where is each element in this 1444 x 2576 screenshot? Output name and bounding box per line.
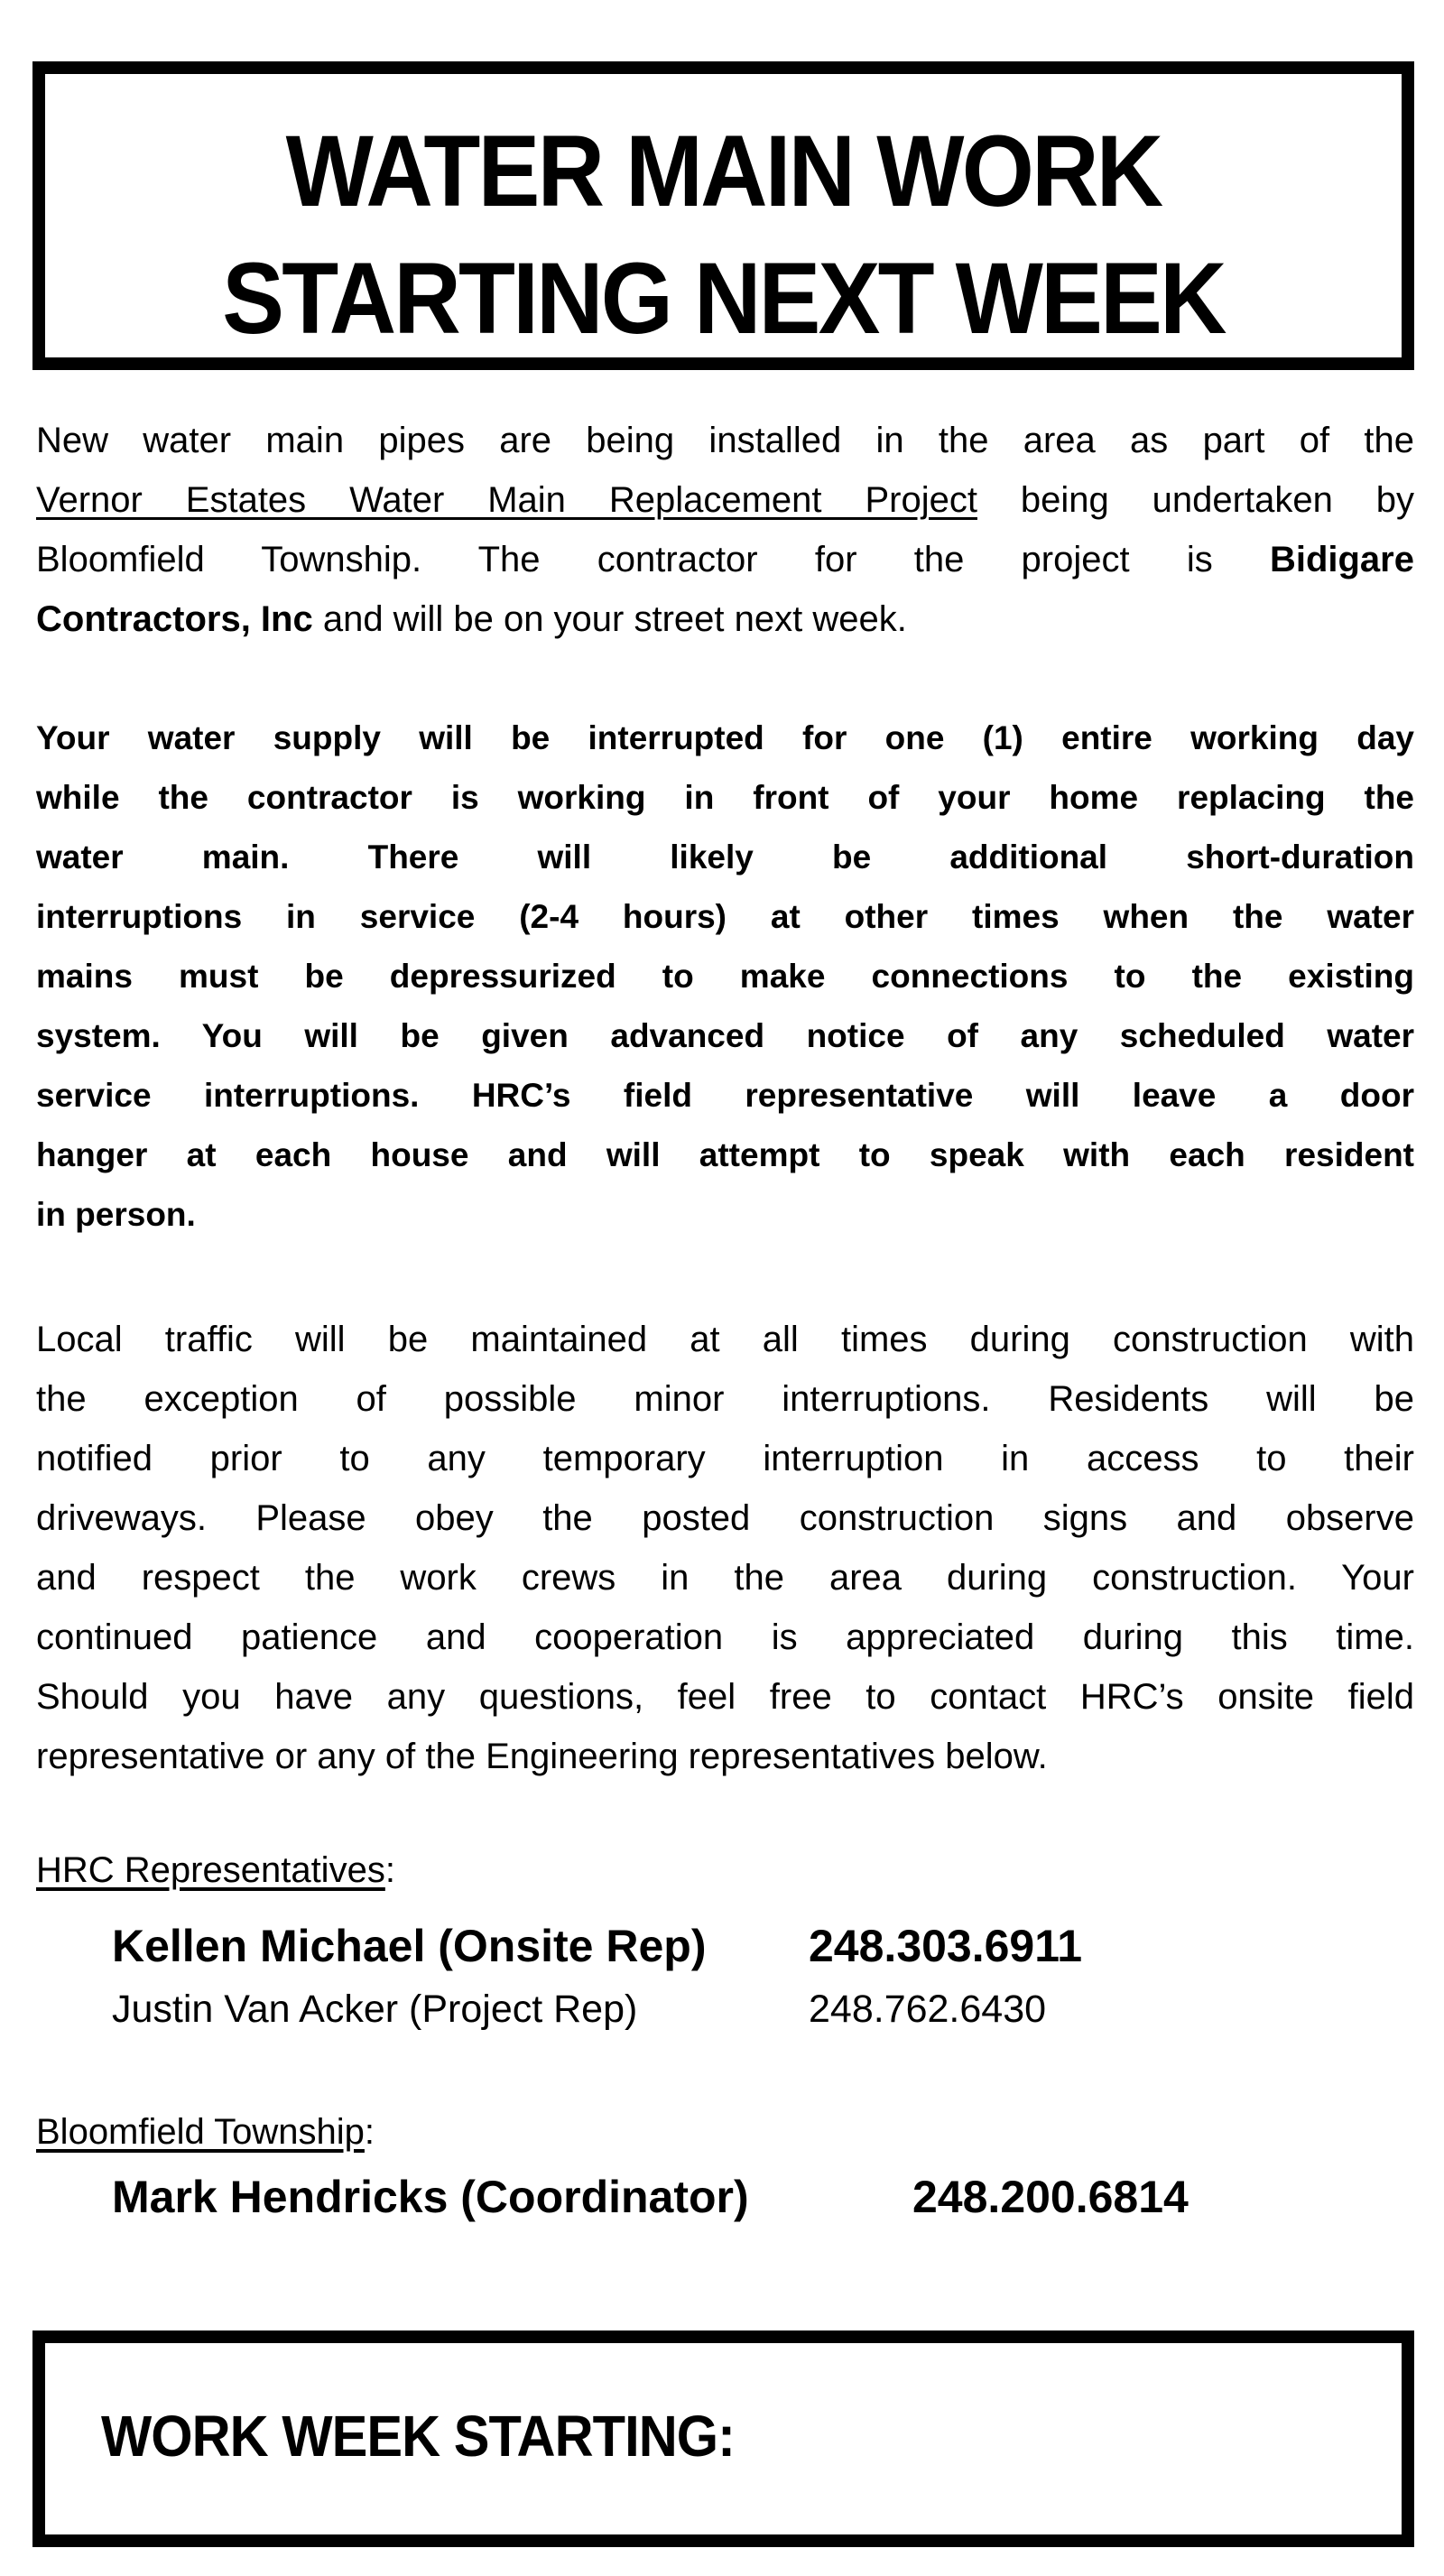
water-interruption-paragraph: [36, 709, 1414, 1245]
contact-name-mark: Mark Hendricks (Coordinator): [112, 2172, 749, 2222]
text-segment: notified prior to any temporary interruption in access to their: [36, 1439, 1414, 1478]
contact-name-kellen: Kellen Michael (Onsite Rep): [112, 1921, 707, 1971]
hrc-heading-colon: :: [384, 1850, 395, 1890]
contact-phone-mark: 248.200.6814: [912, 2172, 1189, 2222]
text-segment: system. You will be given advanced notice of any scheduled water: [36, 1017, 1414, 1054]
text-line: [36, 1185, 1414, 1245]
text-line: [36, 1429, 1414, 1488]
text-line: [36, 709, 1414, 768]
text-segment: Local traffic will be maintained at all times during construction with: [36, 1320, 1414, 1359]
title-box: [32, 61, 1414, 370]
text-line: [36, 947, 1414, 1006]
text-segment: continued patience and cooperation is appreciated during this time.: [36, 1617, 1414, 1657]
title-line-1: WATER MAIN WORK: [285, 115, 1162, 227]
text-line: [36, 1727, 1414, 1786]
township-heading-colon: :: [364, 2112, 375, 2152]
contractor-name-text: Bidigare: [1269, 540, 1414, 579]
text-line: [36, 1548, 1414, 1608]
work-week-box: [32, 2330, 1414, 2547]
text-line: [36, 1667, 1414, 1727]
text-line: [36, 1608, 1414, 1667]
contact-phone-justin: 248.762.6430: [809, 1988, 1047, 2031]
traffic-paragraph: [36, 1310, 1414, 1786]
text-segment: water main. There will likely be additional short-duration: [36, 839, 1414, 876]
text-segment: representative or any of the Engineering representatives below.: [36, 1737, 1048, 1776]
text-line: [36, 530, 1414, 589]
contact-name-justin: Justin Van Acker (Project Rep): [112, 1988, 638, 2031]
township-heading-text: Bloomfield Township: [36, 2112, 365, 2152]
text-line: [36, 1126, 1414, 1185]
text-line: [36, 887, 1414, 947]
text-segment: Your water supply will be interrupted for one (1) entire working day: [36, 719, 1414, 756]
contact-phone-kellen: 248.303.6911: [809, 1921, 1083, 1971]
text-segment: hanger at each house and will attempt to speak with each resident: [36, 1136, 1414, 1173]
text-segment: Bloomfield Township. The contractor for the project is: [36, 540, 1270, 579]
text-segment: New water main pipes are being installed in the area as part of the: [36, 421, 1414, 460]
text-segment: mains must be depressurized to make connections to the existing: [36, 958, 1414, 995]
text-segment: service interruptions. HRC’s field representative will leave a door: [36, 1077, 1414, 1114]
text-segment: Should you have any questions, feel free to contact HRC’s onsite field: [36, 1677, 1414, 1717]
text-segment: while the contractor is working in front of your home replacing the: [36, 779, 1414, 816]
text-segment: interruptions in service (2-4 hours) at other times when the water: [36, 898, 1414, 935]
intro-paragraph: [36, 411, 1414, 649]
text-segment: being undertaken by: [977, 480, 1414, 520]
text-line: [36, 768, 1414, 828]
title-line-2: STARTING NEXT WEEK: [222, 242, 1225, 355]
text-line: [36, 589, 1414, 649]
text-segment: driveways. Please obey the posted construction signs and observe: [36, 1498, 1414, 1538]
text-segment: and will be on your street next week.: [312, 599, 907, 639]
hrc-heading: [36, 1850, 395, 1891]
text-segment: the exception of possible minor interruptions. Residents will be: [36, 1379, 1414, 1419]
text-line: [36, 411, 1414, 470]
work-week-label: WORK WEEK STARTING:: [101, 2404, 736, 2469]
text-line: [36, 1310, 1414, 1369]
text-line: [36, 1066, 1414, 1126]
text-line: [36, 1488, 1414, 1548]
hrc-heading-text: HRC Representatives: [36, 1850, 385, 1890]
text-line: [36, 1369, 1414, 1429]
township-heading: [36, 2112, 375, 2153]
text-segment: and respect the work crews in the area during construction. Your: [36, 1558, 1414, 1598]
text-segment: in person.: [36, 1196, 196, 1233]
text-line: [36, 828, 1414, 887]
contractor-name-text: Contractors, Inc: [36, 599, 313, 639]
text-line: [36, 1006, 1414, 1066]
text-line: [36, 470, 1414, 530]
project-name-text: Vernor Estates Water Main Replacement Project: [36, 480, 977, 520]
